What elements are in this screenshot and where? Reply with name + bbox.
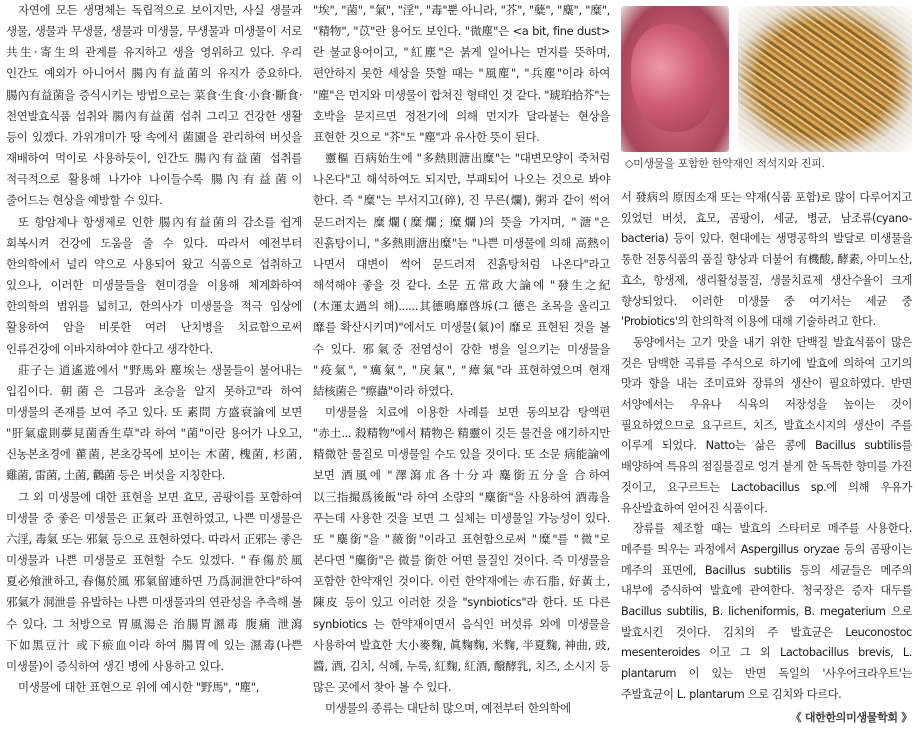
- paragraph: "埃", "菌", "氣", "淫", "毒"뿐 아니라, "芥", "糵", "麋", "糜", "精物", "苡"란 용어도 보인다. "微塵"은 <a bit, fine dust>란 불교용어이고, "紅塵"은 붉게 일어나는 먼지를 뜻하며, 편안하지 못한 세상을 뜻할 때는 "風塵", "兵塵"이라 하여 "塵"은 먼지와 미생물이 합쳐진 형태인 것 같다. "琥珀拾芥"는 호박을 문지르면 정전기에 의해 먼지가 달라붙는 현상을 표현한 것으로 "芥"도 "塵"과 유사한 뜻이 된다.: [313, 3, 610, 144]
- red-halloysite-photo: [621, 6, 729, 152]
- article-column-1: [6, 0, 302, 698]
- paragraph: 동양에서는 고기 맛을 내기 위한 단백질 발효식품이 많은 것은 담백한 곡류를 주식으로 하기에 발효에 의하여 고기의 맛과 향을 내는 조미료와 장류의 생산이 필요하였다. 반면 서양에서는 우유나 식육의 저장성을 높이는 것이 필요하였으므로 요구르트, 치즈, 발효소시지의 생산이 주를 이루게 되었다. Natto는 삶은 콩에 Bacillus subtilis를 배양하여 특유의 점질물질로 엉겨 붙게 한 독특한 향미를 가진 것이고, 요구르트는 Lactobacillus sp.에 의해 우유가 유산발효하여 얻어진 식품이다.: [621, 335, 912, 515]
- paragraph: 서 發病의 原因소재 또는 약재(식품 포함)로 많이 다루어지고 있었던 버섯, 효모, 곰팡이, 세균, 병균, 남조류(cyano-bacteria) 등이 있다. 현대에는 생명공학의 발달로 미생물을 통한 전통식품의 품질 향상과 더불어 有機酸, 酵素, 아미노산, 효소, 항생제, 생리활성물질, 생물치료제 생산수율이 크게 향상되었다. 이러한 미생물 중 여기서는 세균 중 'Probiotics'의 한의학적 이용에 대해 기술하려고 한다.: [621, 191, 912, 329]
- author-credit: 《 대한한의미생물학회 》: [790, 710, 912, 724]
- paragraph: 미생물을 치료에 이용한 사례를 보면 동의보감 탕액편 "赤土... 殺精物"에서 精物은 精靈이 깃든 물건을 얘기하지만 精微한 물질로 미생물일 수도 있을 것이다. 또 소문 病能論에 보면 酒風에 "澤瀉朮各十分과 麋銜五分을 合하여 以三指撮爲後飯"라 하여 소량의 "麋銜"을 사용하여 酒毒을 푸는데 사용한 것을 보면 그 실체는 미생물일 가능성이 있다. 또 "麋銜"을 "薇銜"이라고 표현함으로써 "糜"를 "微"로 본다면 "麋銜"은 微를 銜한 어떤 물질인 것이다. 즉 미생물을 포함한 한약재인 것이다. 이런 한약재에는 赤石脂, 好黃土, 陳皮 등이 있고 이러한 것을 "synbiotics"라 한다. 또 다른 synbiotics 는 한약재이면서 음식인 버섯류 외에 미생물을 사용하여 발효한 大小麥麴, 眞麴麴, 米麴, 半夏麴, 神曲, 豉, 醬, 酒, 김치, 식혜, 누룩, 紅麴, 紅酒, 醱酵乳, 치즈, 소시지 등 많은 곳에서 찾아 볼 수 있다.: [313, 404, 610, 694]
- plate-vignette: [738, 6, 912, 152]
- paragraph: 자연에 모든 생명체는 독립적으로 보이지만, 사실 생물과 생물, 생물과 무생물, 생물과 미생물, 무생물과 미생물이 서로 共生·寄生의 관계를 유지하고 생을 영위하고 있다. 우리 인간도 예외가 아니어서 腸內有益菌의 유지가 중요하다. 腸內有益菌을 증식시키는 방법으로는 菜食·生食·小食·斷食·천연발효식품 섭취와 腸內有益菌 섭취 그리고 건강한 생활 등이 있겠다. 가위개미가 땅 속에서 菌園을 관리하여 버섯을 재배하여 먹이로 사용하듯이, 인간도 腸內有益菌 섭취를 적극적으로 활용해 나가야 나이들수록 腸內有益菌이 줄어드는 현상을 예방할 수 있다.: [6, 3, 302, 208]
- paragraph: 미생물에 대한 표현으로 위에 예시한 "野馬", "塵",: [18, 680, 260, 694]
- figure-caption: ◇미생물을 포함한 한약재인 적석지와 진피.: [625, 157, 825, 170]
- article-column-3: [621, 188, 912, 728]
- paragraph: 장류를 제조할 때는 발효의 스타터로 메주를 사용한다. 메주를 띄우는 과정에서 Aspergillus oryzae 등의 곰팡이는 메주의 표면에, Bacillus subtilis 등의 세균들은 메주의 내부에 증식하여 발효에 관여한다. 청국장은 증자 대두를 Bacillus subtilis, B. licheniformis, B. megaterium 으로 발효시킨 것이다. 김치의 주 발효균은 Leuconostoc mesenteroides 이고 그 외 Lactobacillus brevis, L. plantarum 이 있는 반면 독일의 '사우어크라우트'는 주발효균이 L. plantarum 으로 김치와 다르다.: [621, 522, 912, 701]
- figure: [621, 6, 912, 184]
- paragraph: 또 항암제나 항생제로 인한 腸內有益菌의 감소를 쉽게 회복시켜 건강에 도움을 줄 수 있다. 따라서 예전부터 한의학에서 널리 약으로 사용되어 왔고 식품으로 섭취하고 있으나, 이러한 미생물들을 현미경을 이용해 체계화하여 한의학의 범위를 넓히고, 한의사가 미생물을 적극 임상에 활용하여 암을 비롯한 여러 난치병을 치료함으로써 인류건강에 이바지하여야 한다고 생각한다.: [6, 214, 302, 356]
- dried-citrus-peel-photo: [738, 6, 912, 152]
- article-column-2: [313, 0, 610, 719]
- paragraph: 莊子는 逍遙遊에서 "野馬와 塵埃는 생물들이 불어내는 입김이다. 朝菌은 그믐과 초승을 알지 못하고"라 하여 미생물의 존재를 보여 주고 있다. 또 素問 方盛衰論에 보면 "肝氣虛則夢見菌香生草"라 하여 "菌"이란 용어가 나오고, 신농본초경에 雚菌, 본초강목에 보이는 木菌, 槐菌, 杉菌, 雞菌, 雷菌, 土菌, 鸛菌 등은 버섯을 지칭한다.: [6, 362, 302, 483]
- paragraph: 미생물의 종류는 대단히 많으며, 예전부터 한의학에: [325, 701, 571, 716]
- mineral-stone-shape: [631, 24, 717, 132]
- paragraph: 그 외 미생물에 대한 표현을 보면 효모, 곰팡이를 포함하여 미생물 중 좋은 미생물은 正氣라 표현하였고, 나쁜 미생물은 六淫, 毒氣 또는 邪氣 등으로 표현하였다. 따라서 正邪는 좋은 미생물과 나쁜 미생물로 표현할 수도 있겠다. "春傷於風 夏必飧泄하고, 春傷於風 邪氣留連하면 乃爲洞泄한다"하여 邪氣가 洞泄를 유발하는 나쁜 미생물과의 연관성을 추측해 볼 수 있다. 그 처방으로 胃風湯은 治腸胃濕毒 腹痛 泄瀉 下如黑豆汁 或下瘀血이라 하여 腸胃에 있는 濕毒(나쁜 미생물)이 증식하여 생긴 병에 사용하고 있다.: [6, 489, 302, 673]
- paragraph: 靈樞 百病始生에 "多熱則溏出糜"는 "대변모양이 죽처럼 나온다"고 해석하여도 되지만, 부패되어 나오는 것으로 봐야 한다. 즉 "糜"는 부서지고(碎), 진 무른(爛), 粥과 같이 썩어 문드러지는 糜爛(糜爛; 糜爛)의 뜻을 가지며, "溏"은 진흙탕이니, "多熱則溏出糜"는 "나쁜 미생물에 의해 高熱이 나면서 대변이 썩어 문드러져 진흙탕처럼 나온다"라고 해석해야 좋을 것 같다. 소문 五常政大論에 "發生之紀(木運太過의 해)......其德鳴靡啓坼(그 德은 초목을 울리고 靡를 확산시키며)"에서도 미생물(氣)이 靡로 표현된 것을 볼 수 있다. 邪氣중 전염성이 강한 병을 일으키는 미생물을 "疫氣", "癘氣", "戾氣", "瘴氣"라 표현하였으며 현재 結核菌은 "瘵蟲"이라 하였다.: [313, 151, 610, 398]
